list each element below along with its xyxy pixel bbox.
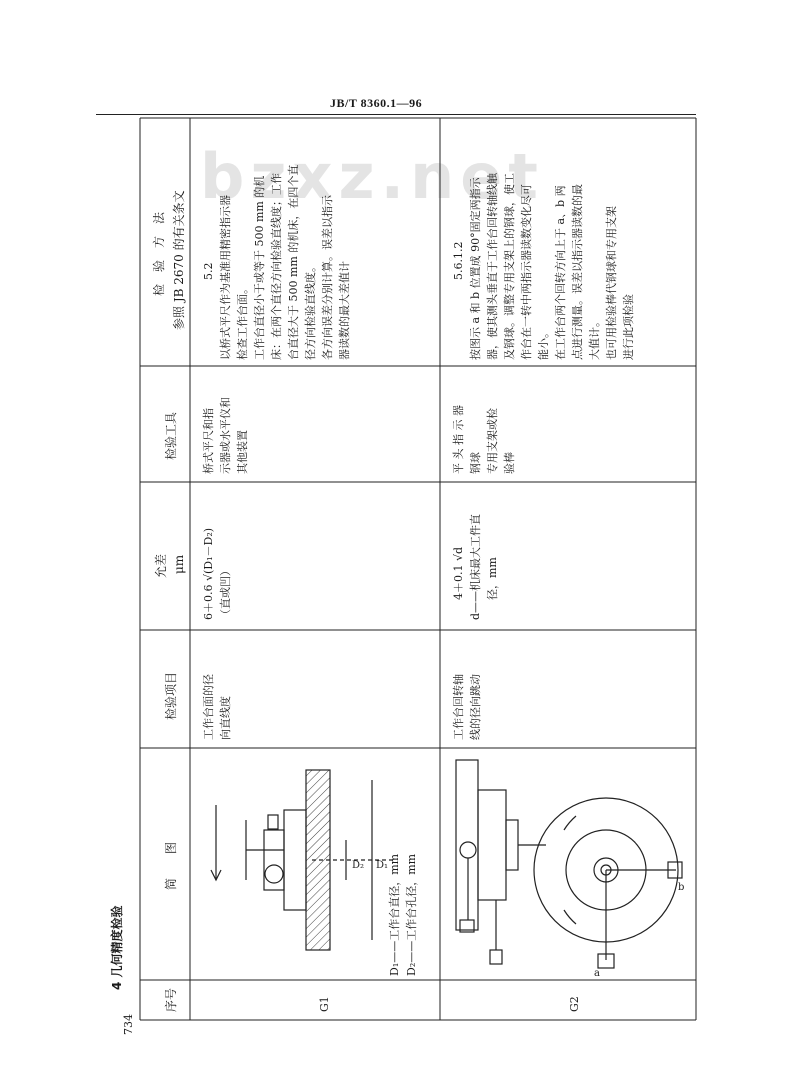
text-line: 线的径向跳动 bbox=[469, 674, 482, 740]
page-number: 734 bbox=[122, 1014, 135, 1035]
text-line: （直或凹） bbox=[219, 565, 232, 620]
point-a-label: a bbox=[594, 968, 600, 979]
text-line: d——机床最大工件直 bbox=[469, 513, 482, 620]
text-line: 在工作台两个回转方向上于 a、b 两 bbox=[554, 185, 567, 360]
row-g1-seq: G1 bbox=[318, 996, 331, 1012]
text-line: 台直径大于 500 mm 的机床，在四个直 bbox=[287, 164, 300, 360]
row-g1-tolerance bbox=[200, 528, 234, 620]
text-line: 能小。 bbox=[537, 327, 550, 360]
row-g2-seq: G2 bbox=[568, 996, 581, 1012]
text-line: 桥式平尺和指 bbox=[202, 408, 215, 474]
header-method-ref: 参照 JB 2670 的有关条文 bbox=[172, 190, 186, 330]
text-line: 各方向误差分别计算。误差以指示 bbox=[321, 195, 334, 360]
text-line: 工作台面的径 bbox=[202, 674, 215, 740]
g1-diagram bbox=[196, 750, 436, 980]
header-tolerance: 允差 bbox=[154, 553, 168, 578]
text-line: 4＋0.1 √d bbox=[452, 546, 465, 600]
text-line: 按图示 a 和 b 位置成 90°固定两指示 bbox=[469, 177, 482, 360]
text-line: 径，mm bbox=[486, 557, 499, 600]
text-line: 平 头 指 示 器 bbox=[452, 405, 465, 474]
standard-number: JB/T 8360.1—96 bbox=[330, 96, 423, 110]
dim-d2: D₂ bbox=[352, 860, 365, 871]
row-g2-method bbox=[450, 173, 637, 360]
watermark: bzxz.net bbox=[200, 140, 544, 213]
header-method: 检 验 方 法 bbox=[152, 211, 166, 296]
text-line: 向直线度 bbox=[219, 696, 232, 740]
row-g1-tools bbox=[200, 397, 251, 474]
text-line: 示器或水平仪和 bbox=[219, 397, 232, 474]
text-line: 大值计。 bbox=[588, 316, 601, 360]
header-tools: 检验工具 bbox=[164, 411, 178, 460]
header-diagram: 简 图 bbox=[164, 841, 178, 890]
text-line: 以桥式平尺作为基准用精密指示器 bbox=[219, 195, 232, 360]
text-line: 点进行测量。误差以指示器读数的最 bbox=[571, 184, 584, 360]
dim-d1: D₁ bbox=[376, 860, 389, 871]
text-line: 器读数的最大差值计 bbox=[338, 261, 351, 360]
row-g2-item bbox=[450, 674, 484, 740]
row-g2-tolerance bbox=[450, 514, 501, 620]
text-line: 验棒 bbox=[503, 452, 516, 474]
text-line: 径方向检验直线度。 bbox=[304, 261, 317, 360]
text-line: 床：在两个直径方向检验直线度；工作 bbox=[270, 173, 283, 360]
row-g1-item bbox=[200, 674, 234, 740]
text-line: 钢球 bbox=[469, 452, 482, 474]
text-line: 5.2 bbox=[202, 262, 215, 280]
text-line: 工作台直径小于或等于 500 mm 的机 bbox=[253, 175, 266, 360]
text-line: 其他装置 bbox=[236, 430, 249, 474]
row-g2-tools bbox=[450, 405, 518, 474]
text-line: 工作台回转轴 bbox=[452, 674, 465, 740]
text-line: 检查工作台面。 bbox=[236, 283, 249, 360]
text-line: 专用支架或检 bbox=[486, 408, 499, 474]
header-tolerance-unit: μm bbox=[172, 554, 186, 574]
text-line: 作台在一转中两指示器读数变化尽可 bbox=[520, 184, 533, 360]
section-title: 4 几何精度检验 bbox=[110, 905, 124, 990]
header-seq: 序号 bbox=[164, 987, 178, 1012]
legend-d2: D₂——工作台孔径，mm bbox=[405, 853, 418, 976]
header-item: 检验项目 bbox=[164, 671, 178, 720]
text-line: 器，使其测头垂直于工作台回转轴线触 bbox=[486, 173, 499, 360]
text-line: 也可用检验棒代钢球和专用支架 bbox=[605, 206, 618, 360]
text-line: 进行此项检验 bbox=[622, 294, 635, 360]
legend-d1: D₁——工作台直径，mm bbox=[388, 853, 401, 976]
point-b-label: b bbox=[678, 882, 685, 893]
text-line: 6＋0.6 √(D₁－D₂) bbox=[202, 527, 215, 620]
row-g1-method bbox=[200, 165, 353, 360]
text-line: 及钢球。调整专用支架上的钢球，使工 bbox=[503, 173, 516, 360]
g2-diagram bbox=[446, 750, 686, 980]
text-line: 5.6.1.2 bbox=[452, 241, 465, 280]
